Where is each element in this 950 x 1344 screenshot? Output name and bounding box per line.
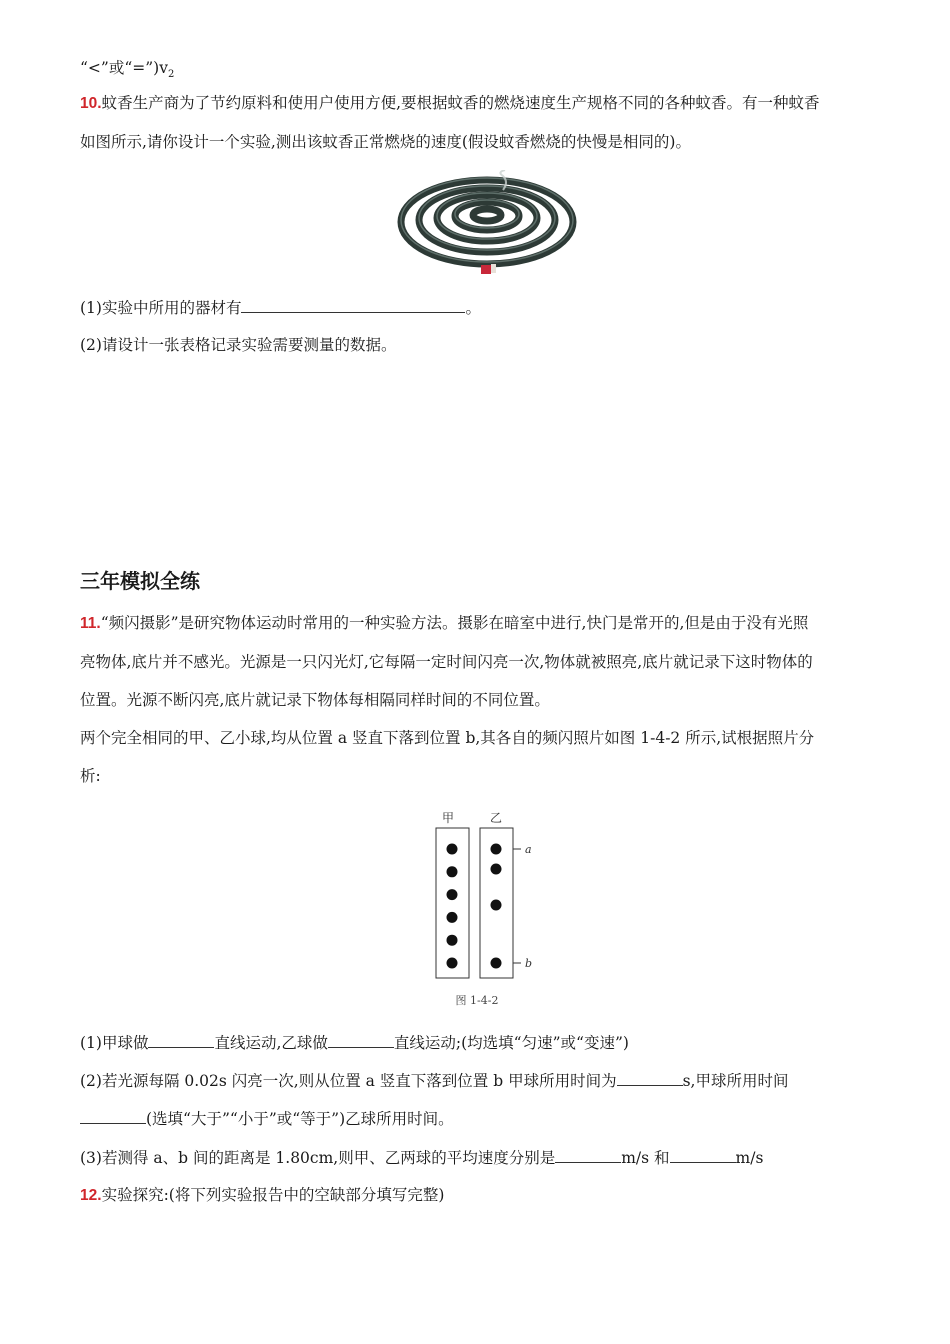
q11-part2-blank-compare[interactable] [80,1107,146,1124]
q11-line4: 两个完全相同的甲、乙小球,均从位置 a 竖直下落到位置 b,其各自的频闪照片如图 1-4-2 所示,试根据照片分 [80,729,815,747]
q11-part1: (1)甲球做 直线运动,乙球做 直线运动;(均选填“匀速”或“变速”) [80,1031,629,1054]
q11-part3-blank-yi-speed[interactable] [670,1146,736,1163]
q11-line1: 11.“频闪摄影”是研究物体运动时常用的一种实验方法。摄影在暗室中进行,快门是常开的,但是由于没有光照 [80,614,809,632]
figure-label-a: a [525,843,532,856]
yi-ball [491,900,502,911]
q10-line2: 如图所示,请你设计一个实验,测出该蚊香正常燃烧的速度(假设蚊香燃烧的快慢是相同的)。 [80,133,691,151]
q11-part2-line1: (2)若光源每隔 0.02s 闪亮一次,则从位置 a 竖直下落到位置 b 甲球所用时间为 s,甲球所用时间 [80,1069,788,1092]
jia-ball [447,958,458,969]
q10-line1: 10.蚊香生产商为了节约原料和使用户使用方便,要根据蚊香的燃烧速度生产规格不同的各种蚊香。有一种蚊香 [80,94,820,112]
q10-number: 10. [80,95,102,112]
jia-ball [447,912,458,923]
q11-line3: 位置。光源不断闪亮,底片就记录下物体每相隔同样时间的不同位置。 [80,691,550,709]
q11-part2-line2: (选填“大于”“小于”或“等于”)乙球所用时间。 [80,1107,454,1130]
prev-question-fragment: “<”或“$=”)v_2$ [80,59,175,81]
q11-number: 11. [80,615,101,632]
q10-part1: (1)实验中所用的器材有 。 [80,296,481,319]
q11-part1-blank-jia[interactable] [148,1031,214,1048]
mosquito-coil-image [395,170,580,282]
jia-ball [447,866,458,877]
q11-line2: 亮物体,底片并不感光。光源是一只闪光灯,它每隔一定时间闪亮一次,物体就被照亮,底片就记录下这时物体的 [80,653,813,671]
strobe-photo-figure [425,806,545,1010]
yi-ball [491,844,502,855]
q11-line5: 析: [80,767,101,785]
figure-caption: 图 1-4-2 [455,994,499,1007]
yi-ball [491,958,502,969]
q11-part1-blank-yi[interactable] [328,1031,394,1048]
q12-number: 12. [80,1187,102,1204]
figure-label-yi: 乙 [489,811,503,825]
jia-ball [447,844,458,855]
figure-label-b: b [525,957,533,970]
yi-ball [491,864,502,875]
jia-ball [447,935,458,946]
q11-part2-blank-time[interactable] [617,1069,683,1086]
q10-part2: (2)请设计一张表格记录实验需要测量的数据。 [80,336,397,354]
q11-part3: (3)若测得 a、b 间的距离是 1.80cm,则甲、乙两球的平均速度分别是 m/s 和 m/s [80,1146,763,1169]
figure-label-jia: 甲 [441,811,455,825]
q12-line: 12.实验探究:(将下列实验报告中的空缺部分填写完整) [80,1186,445,1204]
section-heading: 三年模拟全练 [80,569,200,593]
jia-ball [447,889,458,900]
q10-part1-answer-blank[interactable] [241,296,465,313]
q11-part3-blank-jia-speed[interactable] [555,1146,621,1163]
